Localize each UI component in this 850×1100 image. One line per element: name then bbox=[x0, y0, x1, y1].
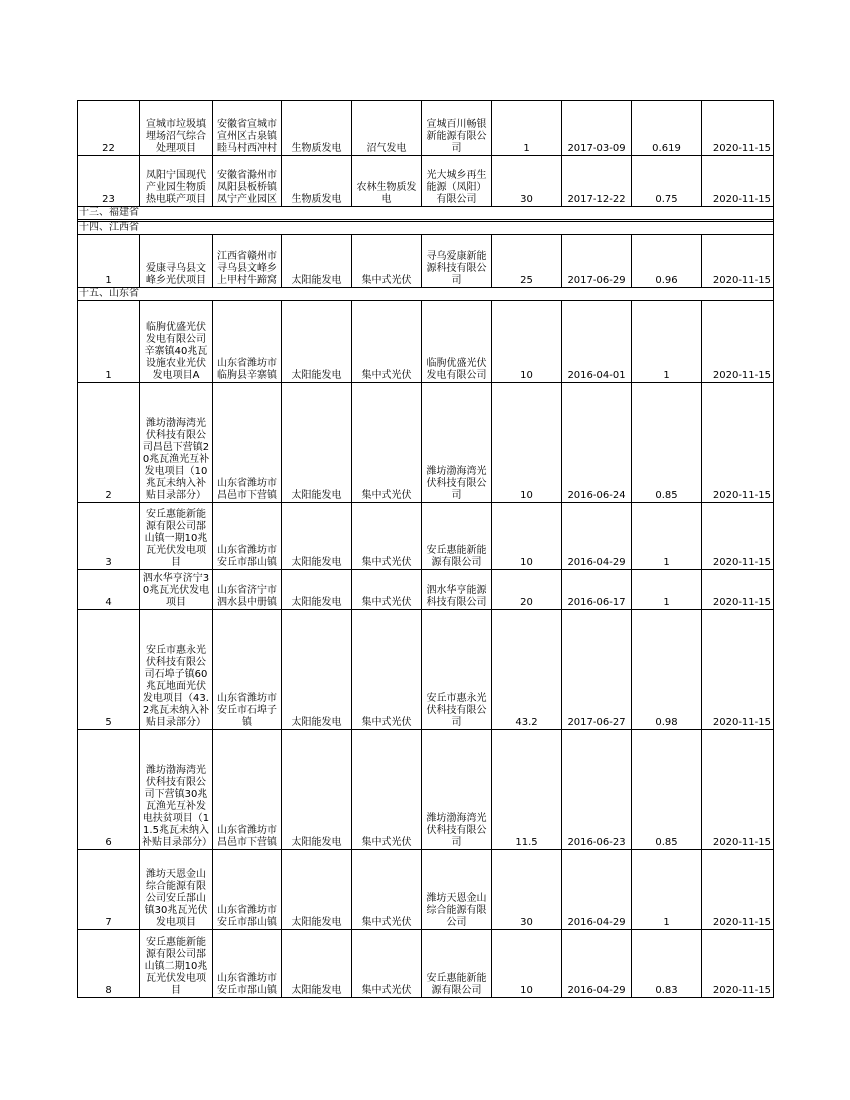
capacity-cell: 10 bbox=[492, 930, 562, 998]
publish-date-cell: 2020-11-15 bbox=[702, 101, 774, 156]
ratio-cell: 0.96 bbox=[632, 235, 702, 288]
project-name-cell: 宣城市垃圾填埋场沼气综合处理项目 bbox=[140, 101, 213, 156]
company-name-cell: 临朐优盛光伏发电有限公司 bbox=[422, 301, 492, 383]
project-name-cell: 安丘惠能新能源有限公司郚山镇一期10兆瓦光伏发电项目 bbox=[140, 503, 213, 570]
section-row bbox=[78, 207, 774, 220]
grid-date-cell: 2017-06-29 bbox=[562, 235, 632, 288]
section-label: 十五、山东省 bbox=[78, 288, 774, 301]
table-row bbox=[78, 101, 774, 156]
publish-date-cell: 2020-11-15 bbox=[702, 156, 774, 207]
power-subtype-cell: 集中式光伏 bbox=[352, 301, 422, 383]
section-row bbox=[78, 288, 774, 301]
publish-date-cell: 2020-11-15 bbox=[702, 610, 774, 730]
table-row bbox=[78, 570, 774, 610]
power-subtype-cell: 集中式光伏 bbox=[352, 730, 422, 850]
ratio-cell: 0.75 bbox=[632, 156, 702, 207]
power-category-cell: 生物质发电 bbox=[282, 156, 352, 207]
table-row bbox=[78, 383, 774, 503]
table-row bbox=[78, 610, 774, 730]
grid-date-cell: 2016-04-29 bbox=[562, 850, 632, 930]
publish-date-cell: 2020-11-15 bbox=[702, 383, 774, 503]
publish-date-cell: 2020-11-15 bbox=[702, 930, 774, 998]
publish-date-cell: 2020-11-15 bbox=[702, 301, 774, 383]
capacity-cell: 1 bbox=[492, 101, 562, 156]
ratio-cell: 0.85 bbox=[632, 383, 702, 503]
company-name-cell: 安丘市惠永光伏科技有限公司 bbox=[422, 610, 492, 730]
table-row bbox=[78, 930, 774, 998]
capacity-cell: 10 bbox=[492, 383, 562, 503]
ratio-cell: 1 bbox=[632, 570, 702, 610]
publish-date-cell: 2020-11-15 bbox=[702, 570, 774, 610]
power-category-cell: 太阳能发电 bbox=[282, 610, 352, 730]
project-name-cell: 安丘市惠永光伏科技有限公司石埠子镇60兆瓦地面光伏发电项目（43.2兆瓦未纳入补贴目录部分） bbox=[140, 610, 213, 730]
capacity-cell: 30 bbox=[492, 850, 562, 930]
project-location-cell: 安徽省滁州市凤阳县板桥镇凤宁产业园区 bbox=[213, 156, 282, 207]
power-subtype-cell: 集中式光伏 bbox=[352, 503, 422, 570]
project-table bbox=[77, 100, 774, 998]
power-subtype-cell: 集中式光伏 bbox=[352, 930, 422, 998]
ratio-cell: 0.83 bbox=[632, 930, 702, 998]
row-number-cell: 22 bbox=[78, 101, 140, 156]
table-row bbox=[78, 730, 774, 850]
row-number-cell: 1 bbox=[78, 235, 140, 288]
grid-date-cell: 2017-06-27 bbox=[562, 610, 632, 730]
row-number-cell: 2 bbox=[78, 383, 140, 503]
project-location-cell: 山东省潍坊市安丘市石埠子镇 bbox=[213, 610, 282, 730]
row-number-cell: 5 bbox=[78, 610, 140, 730]
row-number-cell: 23 bbox=[78, 156, 140, 207]
grid-date-cell: 2017-03-09 bbox=[562, 101, 632, 156]
company-name-cell: 光大城乡再生能源（凤阳）有限公司 bbox=[422, 156, 492, 207]
publish-date-cell: 2020-11-15 bbox=[702, 235, 774, 288]
grid-date-cell: 2016-06-24 bbox=[562, 383, 632, 503]
ratio-cell: 1 bbox=[632, 503, 702, 570]
power-category-cell: 生物质发电 bbox=[282, 101, 352, 156]
publish-date-cell: 2020-11-15 bbox=[702, 503, 774, 570]
power-category-cell: 太阳能发电 bbox=[282, 850, 352, 930]
power-subtype-cell: 沼气发电 bbox=[352, 101, 422, 156]
project-name-cell: 临朐优盛光伏发电有限公司辛寨镇40兆瓦设施农业光伏发电项目A bbox=[140, 301, 213, 383]
capacity-cell: 43.2 bbox=[492, 610, 562, 730]
row-number-cell: 1 bbox=[78, 301, 140, 383]
publish-date-cell: 2020-11-15 bbox=[702, 730, 774, 850]
company-name-cell: 安丘惠能新能源有限公司 bbox=[422, 503, 492, 570]
company-name-cell: 宣城百川畅银新能源有限公司 bbox=[422, 101, 492, 156]
table-row bbox=[78, 503, 774, 570]
power-category-cell: 太阳能发电 bbox=[282, 235, 352, 288]
power-subtype-cell: 集中式光伏 bbox=[352, 570, 422, 610]
row-number-cell: 6 bbox=[78, 730, 140, 850]
project-name-cell: 潍坊天恩金山综合能源有限公司安丘郚山镇30兆瓦光伏发电项目 bbox=[140, 850, 213, 930]
capacity-cell: 11.5 bbox=[492, 730, 562, 850]
table-row bbox=[78, 850, 774, 930]
capacity-cell: 25 bbox=[492, 235, 562, 288]
project-name-cell: 泗水华亨济宁30兆瓦光伏发电项目 bbox=[140, 570, 213, 610]
ratio-cell: 0.619 bbox=[632, 101, 702, 156]
company-name-cell: 潍坊渤海湾光伏科技有限公司 bbox=[422, 730, 492, 850]
grid-date-cell: 2016-06-17 bbox=[562, 570, 632, 610]
power-subtype-cell: 农林生物质发电 bbox=[352, 156, 422, 207]
company-name-cell: 安丘惠能新能源有限公司 bbox=[422, 930, 492, 998]
project-name-cell: 安丘惠能新能源有限公司郚山镇二期10兆瓦光伏发电项目 bbox=[140, 930, 213, 998]
row-number-cell: 8 bbox=[78, 930, 140, 998]
project-location-cell: 山东省潍坊市昌邑市下营镇 bbox=[213, 383, 282, 503]
table-body bbox=[78, 101, 774, 998]
ratio-cell: 1 bbox=[632, 850, 702, 930]
project-location-cell: 安徽省宣城市宣州区古泉镇睦马村西冲村 bbox=[213, 101, 282, 156]
power-subtype-cell: 集中式光伏 bbox=[352, 610, 422, 730]
ratio-cell: 1 bbox=[632, 301, 702, 383]
power-category-cell: 太阳能发电 bbox=[282, 503, 352, 570]
power-category-cell: 太阳能发电 bbox=[282, 383, 352, 503]
company-name-cell: 泗水华亨能源科技有限公司 bbox=[422, 570, 492, 610]
company-name-cell: 寻乌爱康新能源科技有限公司 bbox=[422, 235, 492, 288]
grid-date-cell: 2016-04-01 bbox=[562, 301, 632, 383]
project-location-cell: 山东省济宁市泗水县中册镇 bbox=[213, 570, 282, 610]
table-row bbox=[78, 156, 774, 207]
power-subtype-cell: 集中式光伏 bbox=[352, 850, 422, 930]
capacity-cell: 10 bbox=[492, 503, 562, 570]
company-name-cell: 潍坊渤海湾光伏科技有限公司 bbox=[422, 383, 492, 503]
project-location-cell: 山东省潍坊市安丘市郚山镇 bbox=[213, 850, 282, 930]
project-name-cell: 潍坊渤海湾光伏科技有限公司昌邑下营镇20兆瓦渔光互补发电项目（10兆瓦未纳入补贴目录部分） bbox=[140, 383, 213, 503]
row-number-cell: 4 bbox=[78, 570, 140, 610]
project-location-cell: 江西省赣州市寻乌县文峰乡上甲村牛蹄窝 bbox=[213, 235, 282, 288]
project-name-cell: 潍坊渤海湾光伏科技有限公司下营镇30兆瓦渔光互补发电扶贫项目（11.5兆瓦未纳入补贴目录部分） bbox=[140, 730, 213, 850]
project-location-cell: 山东省潍坊市昌邑市下营镇 bbox=[213, 730, 282, 850]
capacity-cell: 20 bbox=[492, 570, 562, 610]
ratio-cell: 0.98 bbox=[632, 610, 702, 730]
power-subtype-cell: 集中式光伏 bbox=[352, 235, 422, 288]
publish-date-cell: 2020-11-15 bbox=[702, 850, 774, 930]
ratio-cell: 0.85 bbox=[632, 730, 702, 850]
grid-date-cell: 2016-04-29 bbox=[562, 503, 632, 570]
section-label: 十四、江西省 bbox=[78, 222, 774, 235]
capacity-cell: 30 bbox=[492, 156, 562, 207]
table-row bbox=[78, 301, 774, 383]
project-location-cell: 山东省潍坊市安丘市郚山镇 bbox=[213, 503, 282, 570]
project-location-cell: 山东省潍坊市安丘市郚山镇 bbox=[213, 930, 282, 998]
section-row bbox=[78, 222, 774, 235]
power-category-cell: 太阳能发电 bbox=[282, 301, 352, 383]
company-name-cell: 潍坊天恩金山综合能源有限公司 bbox=[422, 850, 492, 930]
project-name-cell: 爱康寻乌县文峰乡光伏项目 bbox=[140, 235, 213, 288]
power-category-cell: 太阳能发电 bbox=[282, 570, 352, 610]
project-location-cell: 山东省潍坊市临朐县辛寨镇 bbox=[213, 301, 282, 383]
grid-date-cell: 2017-12-22 bbox=[562, 156, 632, 207]
grid-date-cell: 2016-06-23 bbox=[562, 730, 632, 850]
row-number-cell: 7 bbox=[78, 850, 140, 930]
row-number-cell: 3 bbox=[78, 503, 140, 570]
power-category-cell: 太阳能发电 bbox=[282, 730, 352, 850]
capacity-cell: 10 bbox=[492, 301, 562, 383]
table-row bbox=[78, 235, 774, 288]
power-category-cell: 太阳能发电 bbox=[282, 930, 352, 998]
section-label: 十三、福建省 bbox=[78, 207, 774, 220]
grid-date-cell: 2016-04-29 bbox=[562, 930, 632, 998]
power-subtype-cell: 集中式光伏 bbox=[352, 383, 422, 503]
project-name-cell: 凤阳宁国现代产业园生物质热电联产项目 bbox=[140, 156, 213, 207]
